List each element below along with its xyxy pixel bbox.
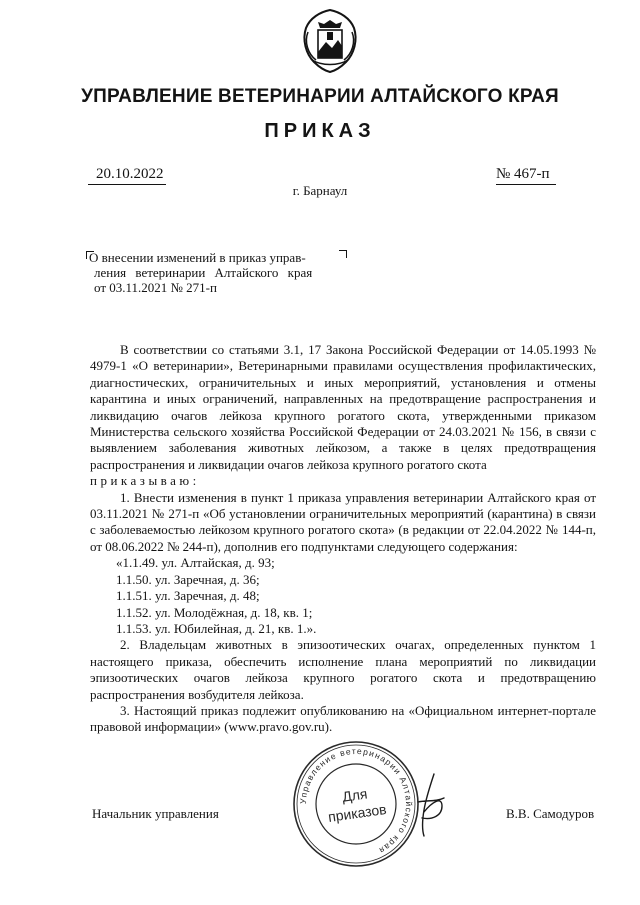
stamp-center-line-1: Для — [341, 785, 369, 805]
preamble-paragraph: В соответствии со статьями 3.1, 17 Закона Российской Федерации от 14.05.1993 № 4979-1 «О ветеринарии», Ветеринарными правилами осуществления профилактических, диагностических, ограничительных и иных мероприятий, установления и отмены карантина и иных ограничений, направленных на предотвращение распространения и ликвидацию очагов лейкоза крупного рогатого скота, утвержденными приказом Министерства сельского хозяйства Российской Федерации от 24.03.2021 № 156, в связи с выявлением заболевания животных лейкозом, а также в целях предотвращения распространения и ликвидации очагов лейкоза крупного рогатого скота — [90, 342, 596, 472]
subitem: «1.1.49. ул. Алтайская, д. 93; — [116, 555, 275, 571]
subitem: 1.1.51. ул. Заречная, д. 48; — [116, 588, 260, 604]
stamp-center-line-2: приказов — [327, 800, 388, 825]
subitem: 1.1.50. ул. Заречная, д. 36; — [116, 571, 260, 587]
order-word: приказываю: — [90, 473, 200, 489]
point-3-paragraph: 3. Настоящий приказ подлежит опубликованию на «Официальном интернет-портале правовой информации» (www.pravo.gov.ru). — [90, 702, 596, 735]
document-date: 20.10.2022 — [88, 166, 166, 185]
document-body — [90, 342, 596, 736]
coat-of-arms-icon — [298, 8, 362, 74]
document-city: г. Барнаул — [292, 183, 348, 198]
subject-line: ления ветеринарии Алтайского края — [94, 265, 313, 280]
document-number: № 467-п — [496, 166, 556, 185]
subitem: 1.1.53. ул. Юбилейная, д. 21, кв. 1.». — [116, 620, 317, 636]
organization-title: УПРАВЛЕНИЕ ВЕТЕРИНАРИИ АЛТАЙСКОГО КРАЯ — [81, 86, 559, 107]
stamp-ring-text: Управление ветеринарии Алтайского края — [297, 745, 415, 857]
subject-line: от 03.11.2021 № 271-п — [94, 280, 217, 295]
signatory-position: Начальник управления — [92, 806, 219, 821]
document-subject — [89, 250, 344, 295]
point-1-paragraph: 1. Внести изменения в пункт 1 приказа управления ветеринарии Алтайского края от 03.11.2021 № 271-п «Об установлении ограничительных мероприятий (карантина) в связи с заболеваемостью лейкозом крупного рогатого скота» (в редакции от 22.04.2022 № 144-п, от 08.06.2022 № 244-п), дополнив его подпунктами следующего содержания: — [90, 489, 596, 554]
document-type-heading: ПРИКАЗ — [264, 120, 376, 142]
official-stamp — [290, 738, 422, 870]
subitem: 1.1.52. ул. Молодёжная, д. 18, кв. 1; — [116, 604, 313, 620]
handwritten-signature — [412, 772, 448, 838]
point-2-paragraph: 2. Владельцам животных в эпизоотических очагах, определенных пунктом 1 настоящего приказа, обеспечить исполнение плана мероприятий по ликвидации эпизоотических очагов лейкоза крупного рогатого скота и предотвращению распространения возбудителя лейкоза. — [90, 637, 596, 702]
subject-line: О внесении изменений в приказ управ- — [89, 250, 306, 265]
signatory-name: В.В. Самодуров — [506, 806, 595, 821]
